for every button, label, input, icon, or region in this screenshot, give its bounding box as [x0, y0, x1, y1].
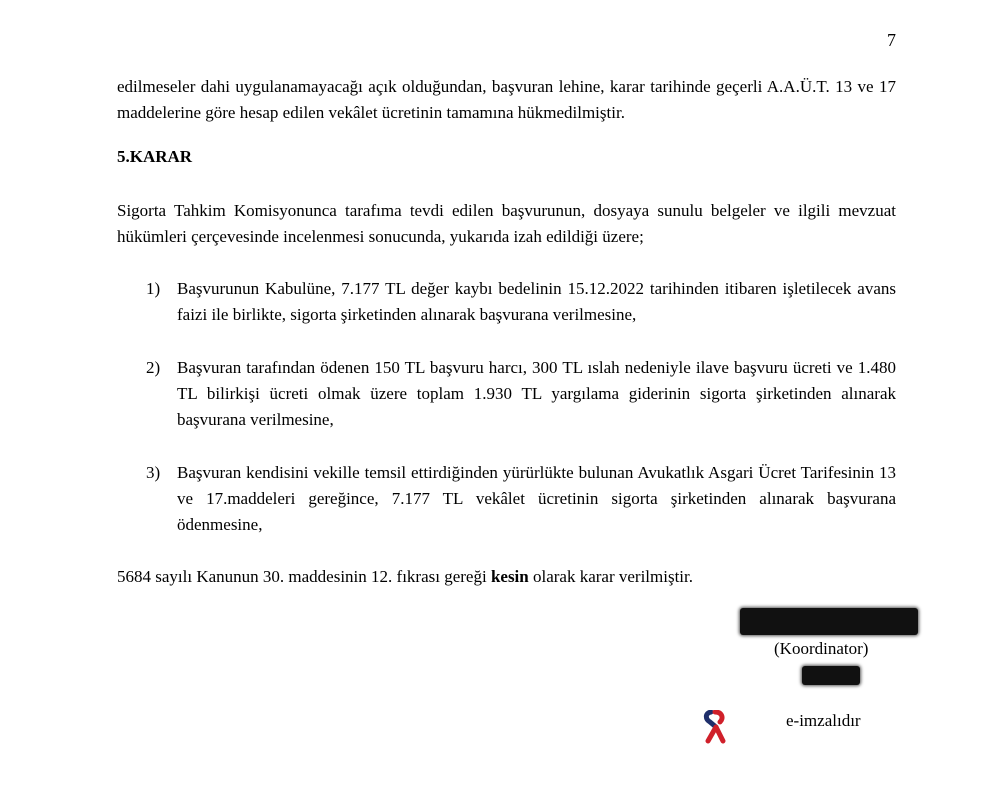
- list-number: 3): [146, 463, 161, 482]
- list-text: Başvuran kendisini vekille temsil ettirdiğinden yürürlükte bulunan Avukatlık Asgari Ücret Tarifesinin 13 ve 17.maddeleri gereğince, 7.177 TL vekâlet ücretinin sigorta şirketinden alınarak başvurana ödenmesine,: [177, 463, 896, 534]
- e-signature-ribbon-icon: [702, 710, 728, 744]
- paragraph-first: edilmeseler dahi uygulanamayacağı açık olduğundan, başvuran lehine, karar tarihinde geçerli A.A.Ü.T. 13 ve 17 maddelerine göre hesap edilen vekâlet ücretinin tamamına hükmedilmiştir.: [117, 77, 896, 122]
- redacted-surname-block: [802, 666, 860, 685]
- final-text-before: 5684 sayılı Kanunun 30. maddesinin 12. fıkrası gereği: [117, 567, 491, 586]
- final-text-bold: kesin: [490, 567, 529, 586]
- signatory-role: (Koordinator): [774, 639, 869, 658]
- list-item: [146, 276, 896, 328]
- page-number: 7: [887, 30, 896, 50]
- e-signed-label: e-imzalıdır: [786, 711, 861, 730]
- list-text: Başvuran tarafından ödenen 150 TL başvuru harcı, 300 TL ıslah nedeniyle ilave başvuru ücreti ve 1.480 TL bilirkişi ücreti olmak üzere toplam 1.930 TL yargılama giderinin sigorta şirketinden alınarak başvurana verilmesine,: [177, 358, 896, 429]
- list-number: 2): [146, 358, 161, 377]
- final-text-after: olarak karar verilmiştir.: [528, 567, 694, 586]
- list-item: [146, 460, 896, 538]
- redacted-name-block: [740, 608, 918, 635]
- final-decision-line: [117, 564, 896, 590]
- list-item: [146, 355, 896, 433]
- list-text: Başvurunun Kabulüne, 7.177 TL değer kaybı bedelinin 15.12.2022 tarihinden itibaren işletilecek avans faizi ile birlikte, sigorta şirketinden alınarak başvurana verilmesine,: [177, 279, 896, 324]
- list-number: 1): [146, 279, 161, 298]
- paragraph-intro: Sigorta Tahkim Komisyonunca tarafıma tevdi edilen başvurunun, dosyaya sunulu belgeler ve ilgili mevzuat hükümleri çerçevesinde incelenmesi sonucunda, yukarıda izah edildiği üzere;: [117, 201, 896, 246]
- section-heading: 5.KARAR: [117, 147, 193, 166]
